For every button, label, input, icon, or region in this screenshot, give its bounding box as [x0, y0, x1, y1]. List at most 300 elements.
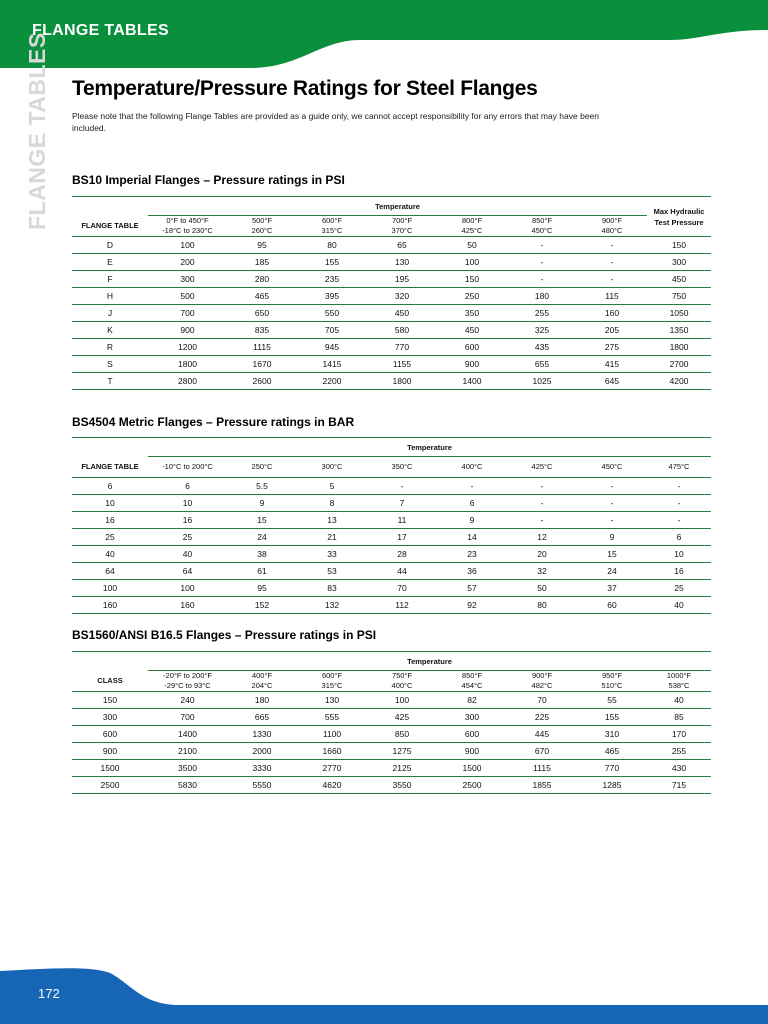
- table-cell: 445: [507, 726, 577, 743]
- column-header: [437, 216, 507, 237]
- column-header-line: 800°F: [461, 216, 483, 225]
- table-cell: 160: [577, 305, 647, 322]
- row-label-header: FLANGE TABLE: [72, 216, 148, 237]
- table-cell: 100: [367, 692, 437, 709]
- table-cell: 450: [437, 322, 507, 339]
- column-header: -10°C to 200°C: [148, 457, 227, 478]
- table-cell: 4620: [297, 777, 367, 794]
- table-cell: 580: [367, 322, 437, 339]
- table-row: [72, 305, 711, 322]
- row-label-cell: 6: [72, 478, 148, 495]
- table-cell: 150: [647, 237, 711, 254]
- blank-cell: [72, 652, 148, 671]
- column-header: 450°C: [577, 457, 647, 478]
- table-cell: 57: [437, 580, 507, 597]
- table-cell: 92: [437, 597, 507, 614]
- table-bs4504: [72, 437, 711, 614]
- table-cell: 835: [227, 322, 297, 339]
- table-cell: -: [437, 478, 507, 495]
- table-cell: 1660: [297, 743, 367, 760]
- table-cell: 700: [148, 305, 227, 322]
- table-cell: 11: [367, 512, 437, 529]
- table-cell: 2500: [437, 777, 507, 794]
- row-label-cell: 16: [72, 512, 148, 529]
- column-header: [507, 671, 577, 692]
- table-body: [72, 237, 711, 390]
- disclaimer-text: Please note that the following Flange Tables are provided as a guide only, we cannot accept responsibility for any errors that may have been included.: [72, 111, 599, 133]
- table-cell: 1285: [577, 777, 647, 794]
- table-cell: 16: [647, 563, 711, 580]
- table-cell: 170: [647, 726, 711, 743]
- column-header-row: [72, 457, 711, 478]
- column-header: [148, 671, 227, 692]
- table-cell: 600: [437, 339, 507, 356]
- table-cell: 82: [437, 692, 507, 709]
- table-cell: 650: [227, 305, 297, 322]
- table-cell: -: [647, 478, 711, 495]
- table-cell: 50: [507, 580, 577, 597]
- table-cell: 465: [227, 288, 297, 305]
- column-header-line: -29°C to 93°C: [164, 681, 211, 690]
- footer-band: [0, 965, 768, 1024]
- table-cell: 2100: [148, 743, 227, 760]
- table-cell: 1155: [367, 356, 437, 373]
- table-cell: 275: [577, 339, 647, 356]
- column-header: 350°C: [367, 457, 437, 478]
- temperature-label: Temperature: [148, 438, 711, 457]
- table-cell: 310: [577, 726, 647, 743]
- table-cell: 1800: [148, 356, 227, 373]
- table-cell: 250: [437, 288, 507, 305]
- column-header-line: 950°F: [601, 671, 623, 680]
- row-label-cell: 300: [72, 709, 148, 726]
- table-cell: 1100: [297, 726, 367, 743]
- table-cell: 320: [367, 288, 437, 305]
- table-cell: 130: [297, 692, 367, 709]
- column-header-line: 315°C: [321, 226, 343, 235]
- column-header-line: 480°C: [601, 226, 623, 235]
- table-cell: 100: [148, 580, 227, 597]
- row-label-cell: E: [72, 254, 148, 271]
- table-cell: 40: [148, 546, 227, 563]
- row-label-cell: 900: [72, 743, 148, 760]
- table-cell: 1400: [148, 726, 227, 743]
- table-cell: 900: [437, 743, 507, 760]
- column-header-line: 450°C: [531, 226, 553, 235]
- table-cell: 130: [367, 254, 437, 271]
- column-header-line: 204°C: [251, 681, 273, 690]
- column-header-line: 1000°F: [666, 671, 692, 680]
- table-cell: 100: [437, 254, 507, 271]
- column-header: [297, 216, 367, 237]
- table-cell: 2000: [227, 743, 297, 760]
- column-header: [367, 216, 437, 237]
- table-cell: 9: [577, 529, 647, 546]
- table-cell: -: [577, 237, 647, 254]
- table-cell: 5.5: [227, 478, 297, 495]
- table-cell: 435: [507, 339, 577, 356]
- table-cell: 705: [297, 322, 367, 339]
- max-label-line-2: Test Pressure: [654, 217, 704, 227]
- column-header: 400°C: [437, 457, 507, 478]
- table-cell: -: [577, 495, 647, 512]
- row-label-cell: H: [72, 288, 148, 305]
- table-cell: -: [647, 512, 711, 529]
- table-cell: 2200: [297, 373, 367, 390]
- column-header: [577, 671, 647, 692]
- table-cell: 425: [367, 709, 437, 726]
- table-cell: 44: [367, 563, 437, 580]
- table-cell: 200: [148, 254, 227, 271]
- table-cell: 465: [577, 743, 647, 760]
- table-cell: 24: [227, 529, 297, 546]
- table-cell: 770: [367, 339, 437, 356]
- column-header-line: 700°F: [391, 216, 413, 225]
- column-header: 425°C: [507, 457, 577, 478]
- table-cell: 750: [647, 288, 711, 305]
- table-row: [72, 237, 711, 254]
- table-cell: -: [507, 512, 577, 529]
- table-cell: 1115: [507, 760, 577, 777]
- table-cell: -: [507, 254, 577, 271]
- table-cell: 195: [367, 271, 437, 288]
- table-cell: 2700: [647, 356, 711, 373]
- max-hydraulic-header: [647, 197, 711, 237]
- table-cell: 15: [227, 512, 297, 529]
- column-header: [437, 671, 507, 692]
- row-label-cell: 1500: [72, 760, 148, 777]
- table-cell: -: [507, 478, 577, 495]
- column-header-line: 482°C: [531, 681, 553, 690]
- table-cell: 13: [297, 512, 367, 529]
- table-cell: 450: [367, 305, 437, 322]
- column-header-line: 454°C: [461, 681, 483, 690]
- table-cell: -: [577, 512, 647, 529]
- table-body: [72, 478, 711, 614]
- table-row: [72, 322, 711, 339]
- table-cell: 1050: [647, 305, 711, 322]
- table-row: [72, 546, 711, 563]
- table-cell: 9: [227, 495, 297, 512]
- table-cell: 65: [367, 237, 437, 254]
- table-cell: 900: [148, 322, 227, 339]
- table-cell: -: [577, 254, 647, 271]
- row-label-cell: 2500: [72, 777, 148, 794]
- table-cell: 500: [148, 288, 227, 305]
- table-cell: 555: [297, 709, 367, 726]
- column-header: [297, 671, 367, 692]
- table-row: [72, 356, 711, 373]
- table-cell: 235: [297, 271, 367, 288]
- table-cell: 64: [148, 563, 227, 580]
- column-header-line: 900°F: [601, 216, 623, 225]
- row-label-cell: S: [72, 356, 148, 373]
- table-cell: 83: [297, 580, 367, 597]
- column-header-line: 370°C: [391, 226, 413, 235]
- temperature-label: Temperature: [148, 652, 711, 671]
- column-header-line: 400°F: [251, 671, 273, 680]
- table-cell: -: [577, 478, 647, 495]
- table-cell: 1800: [367, 373, 437, 390]
- table-cell: 300: [437, 709, 507, 726]
- table-cell: 25: [148, 529, 227, 546]
- row-label-cell: F: [72, 271, 148, 288]
- row-label-cell: K: [72, 322, 148, 339]
- table-cell: 55: [577, 692, 647, 709]
- row-label-cell: 150: [72, 692, 148, 709]
- column-header-line: 500°F: [251, 216, 273, 225]
- table-cell: 70: [507, 692, 577, 709]
- row-label-cell: 160: [72, 597, 148, 614]
- column-header-line: 900°F: [531, 671, 553, 680]
- row-label-cell: 25: [72, 529, 148, 546]
- column-header-row: [72, 216, 711, 237]
- table-cell: 7: [367, 495, 437, 512]
- table-cell: 1670: [227, 356, 297, 373]
- table-row: [72, 339, 711, 356]
- table-cell: 665: [227, 709, 297, 726]
- table-cell: 25: [647, 580, 711, 597]
- table-row: [72, 512, 711, 529]
- row-label-cell: 600: [72, 726, 148, 743]
- column-header-line: 425°C: [461, 226, 483, 235]
- table-row: [72, 580, 711, 597]
- table-cell: 1800: [647, 339, 711, 356]
- table-row: [72, 495, 711, 512]
- table-row: [72, 271, 711, 288]
- table-cell: 6: [647, 529, 711, 546]
- table-cell: 415: [577, 356, 647, 373]
- table-cell: 350: [437, 305, 507, 322]
- table-cell: 15: [577, 546, 647, 563]
- column-header-line: 850°F: [461, 671, 483, 680]
- column-header: [227, 671, 297, 692]
- table-cell: 14: [437, 529, 507, 546]
- section-title-bs4504: BS4504 Metric Flanges – Pressure ratings in BAR: [72, 415, 355, 429]
- table-row: [72, 373, 711, 390]
- table-cell: 80: [297, 237, 367, 254]
- table-cell: 5550: [227, 777, 297, 794]
- row-label-cell: J: [72, 305, 148, 322]
- table-cell: 1200: [148, 339, 227, 356]
- table-cell: 1500: [437, 760, 507, 777]
- table-cell: 255: [507, 305, 577, 322]
- table-cell: -: [507, 271, 577, 288]
- table-cell: 80: [507, 597, 577, 614]
- table-cell: 20: [507, 546, 577, 563]
- table-cell: 24: [577, 563, 647, 580]
- table-body: [72, 692, 711, 794]
- table-cell: 38: [227, 546, 297, 563]
- table-row: [72, 777, 711, 794]
- table-cell: 50: [437, 237, 507, 254]
- table-cell: 3330: [227, 760, 297, 777]
- table-cell: 395: [297, 288, 367, 305]
- table-row: [72, 478, 711, 495]
- table-cell: 550: [297, 305, 367, 322]
- table-row: [72, 692, 711, 709]
- table-cell: -: [367, 478, 437, 495]
- table-cell: 1330: [227, 726, 297, 743]
- table-row: [72, 288, 711, 305]
- column-header-line: 0°F to 450°F: [166, 216, 209, 225]
- table-cell: 23: [437, 546, 507, 563]
- table-row: [72, 563, 711, 580]
- column-header-line: 510°C: [601, 681, 623, 690]
- page-number: 172: [38, 986, 60, 1001]
- table-cell: 300: [148, 271, 227, 288]
- table-cell: 5830: [148, 777, 227, 794]
- table-cell: 670: [507, 743, 577, 760]
- table-cell: 2125: [367, 760, 437, 777]
- table-cell: 280: [227, 271, 297, 288]
- table-cell: 100: [148, 237, 227, 254]
- table-cell: 60: [577, 597, 647, 614]
- table-cell: 1275: [367, 743, 437, 760]
- table-cell: 32: [507, 563, 577, 580]
- table-cell: 150: [437, 271, 507, 288]
- max-label-line-1: Max Hydraulic: [653, 206, 705, 216]
- table-cell: -: [507, 495, 577, 512]
- table-cell: 450: [647, 271, 711, 288]
- column-header-line: 750°F: [391, 671, 413, 680]
- table-cell: 85: [647, 709, 711, 726]
- table-cell: 61: [227, 563, 297, 580]
- row-label-cell: D: [72, 237, 148, 254]
- table-cell: 160: [148, 597, 227, 614]
- table-cell: 70: [367, 580, 437, 597]
- table-cell: 36: [437, 563, 507, 580]
- table-cell: 1350: [647, 322, 711, 339]
- table-cell: 600: [437, 726, 507, 743]
- column-header: [577, 216, 647, 237]
- column-header-line: -18°C to 230°C: [162, 226, 213, 235]
- table-cell: 9: [437, 512, 507, 529]
- temperature-header-row: [72, 438, 711, 457]
- table-cell: 850: [367, 726, 437, 743]
- table-cell: 53: [297, 563, 367, 580]
- row-label-header: FLANGE TABLE: [72, 457, 148, 478]
- table-row: [72, 760, 711, 777]
- table-cell: 325: [507, 322, 577, 339]
- table-cell: 225: [507, 709, 577, 726]
- column-header: 475°C: [647, 457, 711, 478]
- temperature-label: Temperature: [148, 197, 647, 216]
- row-label-cell: R: [72, 339, 148, 356]
- table-cell: 155: [297, 254, 367, 271]
- column-header: [367, 671, 437, 692]
- temperature-header-row: [72, 197, 711, 216]
- table-cell: 1115: [227, 339, 297, 356]
- table-cell: 132: [297, 597, 367, 614]
- column-header: 250°C: [227, 457, 297, 478]
- table-cell: 10: [647, 546, 711, 563]
- table-cell: 300: [647, 254, 711, 271]
- table-cell: 12: [507, 529, 577, 546]
- temperature-header-row: [72, 652, 711, 671]
- column-header-line: 600°F: [321, 671, 343, 680]
- table-cell: 2600: [227, 373, 297, 390]
- table-row: [72, 726, 711, 743]
- column-header-line: 850°F: [531, 216, 553, 225]
- column-header: 300°C: [297, 457, 367, 478]
- blank-cell: [72, 438, 148, 457]
- column-header-line: 315°C: [321, 681, 343, 690]
- table-cell: 112: [367, 597, 437, 614]
- table-cell: 37: [577, 580, 647, 597]
- table-bs10: [72, 196, 711, 390]
- table-cell: 21: [297, 529, 367, 546]
- table-cell: 17: [367, 529, 437, 546]
- column-header: [148, 216, 227, 237]
- table-cell: 770: [577, 760, 647, 777]
- table-cell: 95: [227, 237, 297, 254]
- table-row: [72, 254, 711, 271]
- table-cell: 2800: [148, 373, 227, 390]
- row-label-cell: 10: [72, 495, 148, 512]
- table-cell: 152: [227, 597, 297, 614]
- table-cell: 900: [437, 356, 507, 373]
- table-cell: 645: [577, 373, 647, 390]
- table-row: [72, 597, 711, 614]
- column-header-line: 400°C: [391, 681, 413, 690]
- table-cell: 6: [437, 495, 507, 512]
- row-label-header: CLASS: [72, 671, 148, 692]
- table-cell: 2770: [297, 760, 367, 777]
- table-row: [72, 709, 711, 726]
- table-cell: 1025: [507, 373, 577, 390]
- section-title-bs10: BS10 Imperial Flanges – Pressure ratings in PSI: [72, 173, 345, 187]
- section-title-bs1560: BS1560/ANSI B16.5 Flanges – Pressure ratings in PSI: [72, 628, 377, 642]
- table-cell: 10: [148, 495, 227, 512]
- table-row: [72, 743, 711, 760]
- table-cell: 33: [297, 546, 367, 563]
- column-header: [647, 671, 711, 692]
- table-cell: 115: [577, 288, 647, 305]
- table-cell: 715: [647, 777, 711, 794]
- column-header: [227, 216, 297, 237]
- table-cell: -: [647, 495, 711, 512]
- table-cell: 655: [507, 356, 577, 373]
- table-cell: 3500: [148, 760, 227, 777]
- column-header-line: 600°F: [321, 216, 343, 225]
- page-title: Temperature/Pressure Ratings for Steel Flanges: [72, 77, 538, 100]
- table-cell: 5: [297, 478, 367, 495]
- column-header-line: 538°C: [668, 681, 690, 690]
- table-cell: 1400: [437, 373, 507, 390]
- table-cell: 945: [297, 339, 367, 356]
- table-cell: 155: [577, 709, 647, 726]
- table-cell: 6: [148, 478, 227, 495]
- row-label-cell: 64: [72, 563, 148, 580]
- footer-blue-shape: [0, 968, 768, 1024]
- table-cell: 430: [647, 760, 711, 777]
- table-cell: 95: [227, 580, 297, 597]
- side-label: FLANGE TABLES: [24, 32, 50, 230]
- table-cell: 205: [577, 322, 647, 339]
- table-cell: 180: [227, 692, 297, 709]
- header-title: FLANGE TABLES: [32, 22, 169, 39]
- row-label-cell: T: [72, 373, 148, 390]
- row-label-cell: 100: [72, 580, 148, 597]
- column-header: [507, 216, 577, 237]
- table-cell: 8: [297, 495, 367, 512]
- table-cell: 40: [647, 692, 711, 709]
- table-cell: 255: [647, 743, 711, 760]
- table-cell: 1855: [507, 777, 577, 794]
- table-cell: 40: [647, 597, 711, 614]
- table-cell: 185: [227, 254, 297, 271]
